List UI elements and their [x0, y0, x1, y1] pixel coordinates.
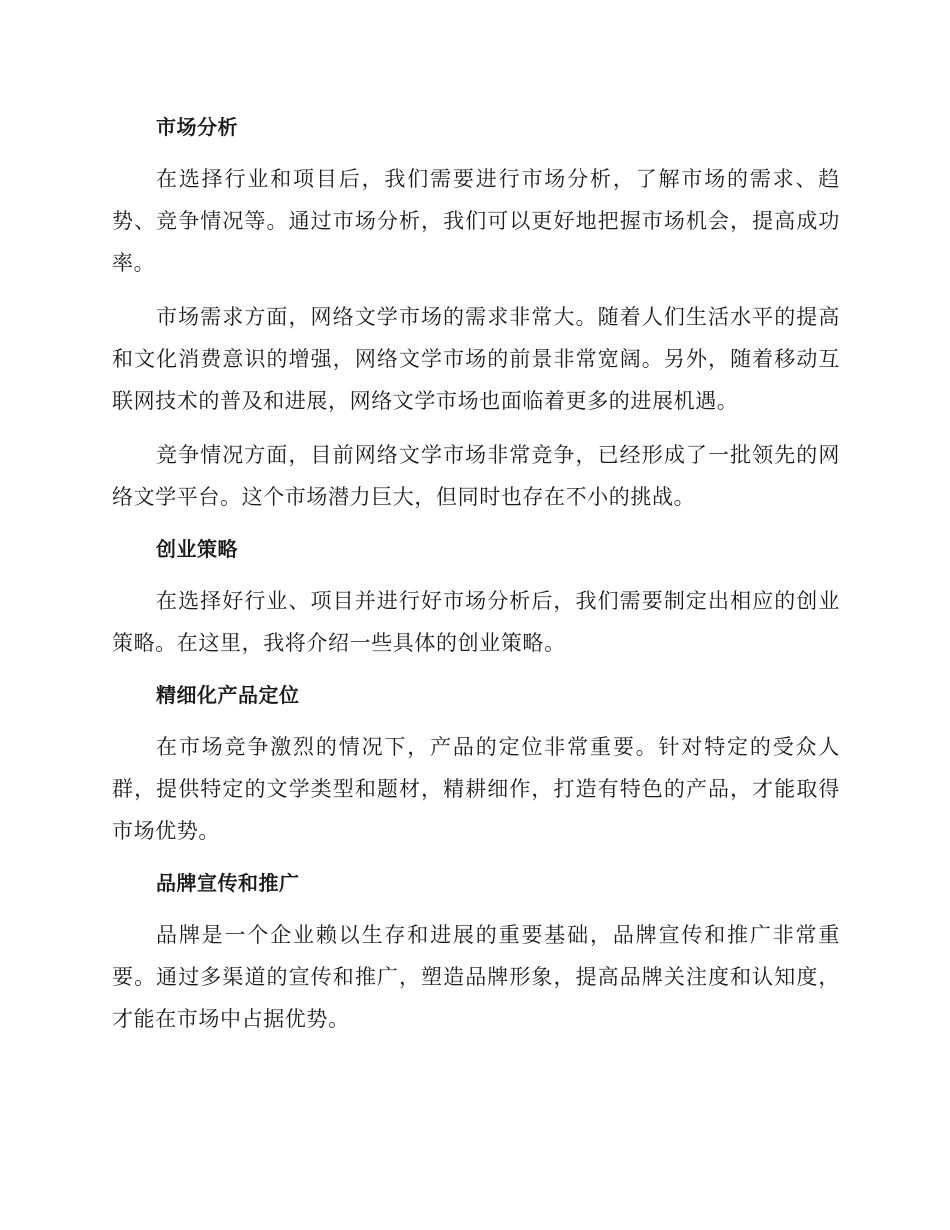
- paragraph: 竞争情况方面，目前网络文学市场非常竞争，已经形成了一批领先的网络文学平台。这个市场潜力巨大，但同时也存在不小的挑战。: [112, 443, 840, 509]
- paragraph: 在选择行业和项目后，我们需要进行市场分析，了解市场的需求、趋势、竞争情况等。通过市场分析，我们可以更好地把握市场机会，提高成功率。: [112, 167, 840, 275]
- section-heading-startup-strategy: 创业策略: [156, 537, 238, 561]
- paragraph: 在市场竞争激烈的情况下，产品的定位非常重要。针对特定的受众人群，提供特定的文学类型和题材，精耕细作，打造有特色的产品，才能取得市场优势。: [112, 735, 840, 843]
- paragraph: 品牌是一个企业赖以生存和进展的重要基础，品牌宣传和推广非常重要。通过多渠道的宣传和推广，塑造品牌形象，提高品牌关注度和认知度，才能在市场中占据优势。: [112, 923, 840, 1031]
- section-heading-market-analysis: 市场分析: [156, 115, 238, 139]
- paragraph: 市场需求方面，网络文学市场的需求非常大。随着人们生活水平的提高和文化消费意识的增强，网络文学市场的前景非常宽阔。另外，随着移动互联网技术的普及和进展，网络文学市场也面临着更多的进展机遇。: [112, 305, 840, 413]
- section-heading-product-positioning: 精细化产品定位: [156, 683, 300, 707]
- paragraph: 在选择好行业、项目并进行好市场分析后，我们需要制定出相应的创业策略。在这里，我将介绍一些具体的创业策略。: [112, 589, 840, 655]
- document-page: [112, 108, 840, 1040]
- section-heading-brand-promotion: 品牌宣传和推广: [156, 871, 300, 895]
